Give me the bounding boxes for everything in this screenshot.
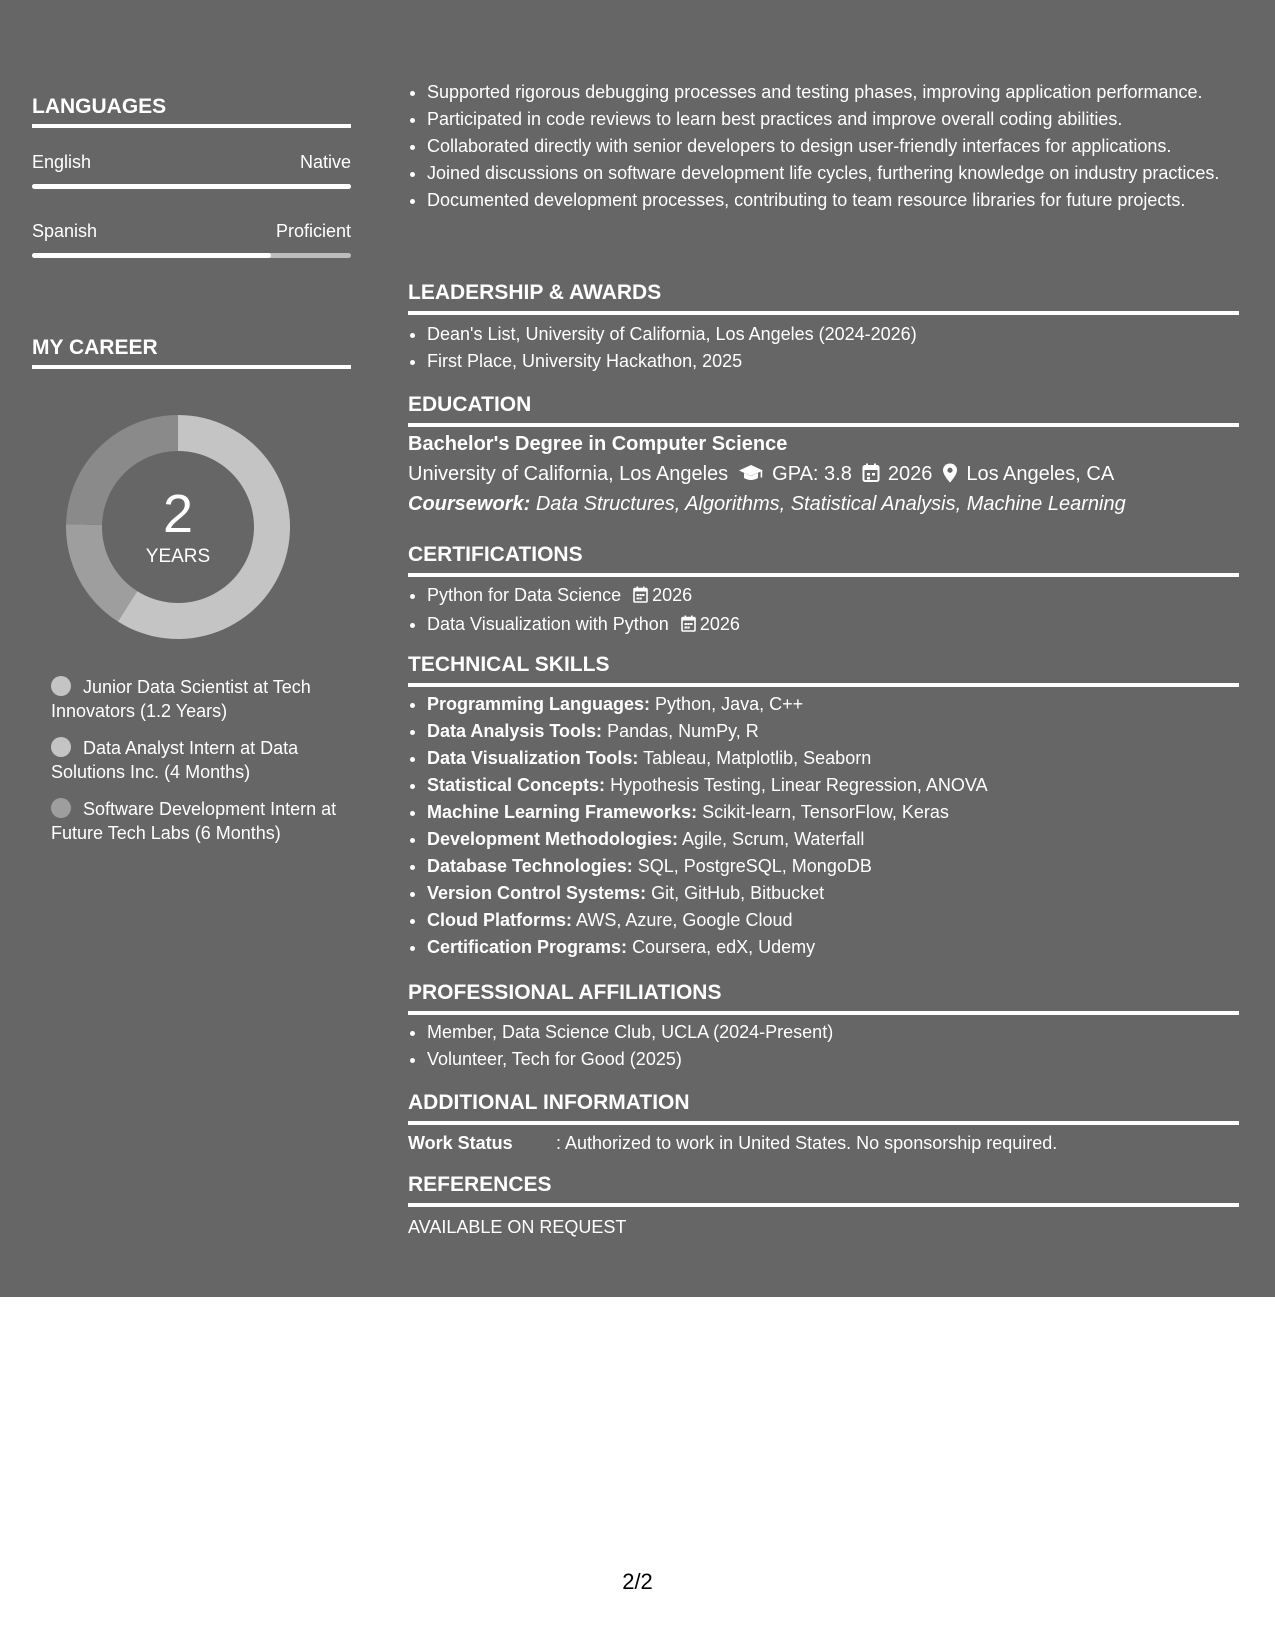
languages-heading: LANGUAGES — [32, 95, 351, 128]
list-item: • Volunteer, Tech for Good (2025) — [427, 1047, 1258, 1072]
skill-label: Data Analysis Tools: — [427, 721, 603, 741]
language-item — [32, 221, 351, 258]
language-name: Spanish — [32, 221, 98, 241]
skill-label: Programming Languages: — [427, 694, 651, 714]
education-details — [408, 463, 1114, 489]
location-pin-icon — [942, 463, 958, 489]
graduation-year: 2026 — [887, 463, 933, 485]
skill-value: AWS, Azure, Google Cloud — [576, 910, 793, 930]
calendar-icon — [862, 463, 880, 489]
skill-label: Machine Learning Frameworks: — [427, 802, 698, 822]
certification-year: 2026 — [652, 585, 693, 605]
skill-value: Pandas, NumPy, R — [607, 721, 759, 741]
list-item: • Supported rigorous debugging processes and testing phases, improving application performance. — [427, 80, 1258, 105]
career-donut — [66, 415, 290, 639]
list-item: • Collaborated directly with senior developers to design user-friendly interfaces for applications. — [427, 134, 1258, 159]
education-heading: EDUCATION — [408, 392, 1239, 427]
list-item: • Joined discussions on software development life cycles, furthering knowledge on industry practices. — [427, 161, 1258, 186]
list-item — [427, 719, 1258, 744]
career-legend-label: Data Analyst Intern at Data Solutions Inc. (4 Months) — [51, 738, 299, 782]
list-item — [427, 773, 1258, 798]
list-item — [427, 935, 1258, 960]
references-heading: REFERENCES — [408, 1172, 1239, 1207]
school-name: University of California, Los Angeles — [408, 463, 729, 485]
leadership-heading: LEADERSHIP & AWARDS — [408, 280, 1239, 315]
leadership-list — [408, 322, 1258, 376]
affiliations-heading: PROFESSIONAL AFFILIATIONS — [408, 980, 1239, 1015]
coursework-value: Data Structures, Algorithms, Statistical Analysis, Machine Learning — [535, 493, 1126, 515]
certifications-heading: CERTIFICATIONS — [408, 542, 1239, 577]
degree-title: Bachelor's Degree in Computer Science — [408, 433, 788, 455]
calendar-icon — [633, 585, 648, 610]
career-legend-item — [51, 797, 341, 845]
references-text: AVAILABLE ON REQUEST — [408, 1217, 627, 1237]
career-legend-label: Software Development Intern at Future Tech Labs (6 Months) — [51, 799, 337, 843]
certification-name: Data Visualization with Python — [427, 614, 669, 634]
skill-label: Version Control Systems: — [427, 883, 647, 903]
language-level: Native — [299, 152, 351, 172]
skill-value: Python, Java, C++ — [655, 694, 804, 714]
list-item — [427, 881, 1258, 906]
legend-dot-icon — [51, 798, 71, 818]
list-item — [427, 583, 1258, 610]
legend-dot-icon — [51, 676, 71, 696]
career-legend-label: Junior Data Scientist at Tech Innovators (1.2 Years) — [51, 677, 311, 721]
certification-year: 2026 — [699, 614, 740, 634]
list-item — [427, 612, 1258, 639]
skill-label: Certification Programs: — [427, 937, 628, 957]
list-item — [427, 908, 1258, 933]
skills-heading: TECHNICAL SKILLS — [408, 652, 1239, 687]
work-status-row — [408, 1133, 1057, 1154]
list-item — [427, 746, 1258, 771]
language-bar-fill — [32, 253, 271, 258]
education-location: Los Angeles, CA — [966, 463, 1115, 485]
coursework-label: Coursework: — [408, 493, 531, 515]
graduation-cap-icon — [738, 463, 764, 489]
skill-label: Database Technologies: — [427, 856, 633, 876]
page-number: 2/2 — [622, 1569, 653, 1594]
list-item — [427, 827, 1258, 852]
career-total-number: 2 — [162, 484, 194, 544]
language-bar — [32, 253, 351, 258]
additional-info-heading: ADDITIONAL INFORMATION — [408, 1090, 1239, 1125]
career-heading: MY CAREER — [32, 336, 351, 369]
list-item: • Member, Data Science Club, UCLA (2024-Present) — [427, 1020, 1258, 1045]
skill-value: Hypothesis Testing, Linear Regression, ANOVA — [610, 775, 988, 795]
list-item: • Dean's List, University of California, Los Angeles (2024-2026) — [427, 322, 1258, 347]
experience-bullets — [408, 80, 1258, 215]
list-item — [427, 800, 1258, 825]
coursework — [408, 493, 1126, 516]
calendar-icon — [681, 614, 696, 639]
skill-label: Data Visualization Tools: — [427, 748, 639, 768]
language-bar — [32, 184, 351, 189]
career-legend-item — [51, 675, 341, 723]
skill-value: SQL, PostgreSQL, MongoDB — [637, 856, 872, 876]
skill-value: Coursera, edX, Udemy — [632, 937, 816, 957]
list-item — [427, 692, 1258, 717]
affiliations-list — [408, 1020, 1258, 1074]
career-legend — [51, 675, 341, 858]
certification-name: Python for Data Science — [427, 585, 622, 605]
list-item: • Documented development processes, contributing to team resource libraries for future projects. — [427, 188, 1258, 213]
career-donut-center — [66, 415, 290, 639]
work-status-key: Work Status — [408, 1133, 513, 1153]
skill-label: Development Methodologies: — [427, 829, 679, 849]
skill-value: Scikit-learn, TensorFlow, Keras — [702, 802, 949, 822]
skill-value: Tableau, Matplotlib, Seaborn — [643, 748, 872, 768]
skill-value: Git, GitHub, Bitbucket — [651, 883, 825, 903]
list-item: • First Place, University Hackathon, 2025 — [427, 349, 1258, 374]
skills-list — [408, 692, 1258, 962]
career-total-unit: YEARS — [145, 546, 211, 567]
list-item: • Participated in code reviews to learn best practices and improve overall coding abilities. — [427, 107, 1258, 132]
skill-label: Cloud Platforms: — [427, 910, 573, 930]
work-status-value: : Authorized to work in United States. No sponsorship required. — [556, 1133, 1058, 1153]
list-item — [427, 854, 1258, 879]
skill-value: Agile, Scrum, Waterfall — [682, 829, 865, 849]
career-legend-item — [51, 736, 341, 784]
language-item — [32, 152, 351, 189]
legend-dot-icon — [51, 737, 71, 757]
language-level: Proficient — [275, 221, 351, 241]
certifications-list — [408, 583, 1258, 641]
skill-label: Statistical Concepts: — [427, 775, 606, 795]
gpa: GPA: 3.8 — [772, 463, 852, 485]
language-name: English — [32, 152, 92, 172]
language-bar-fill — [32, 184, 351, 189]
